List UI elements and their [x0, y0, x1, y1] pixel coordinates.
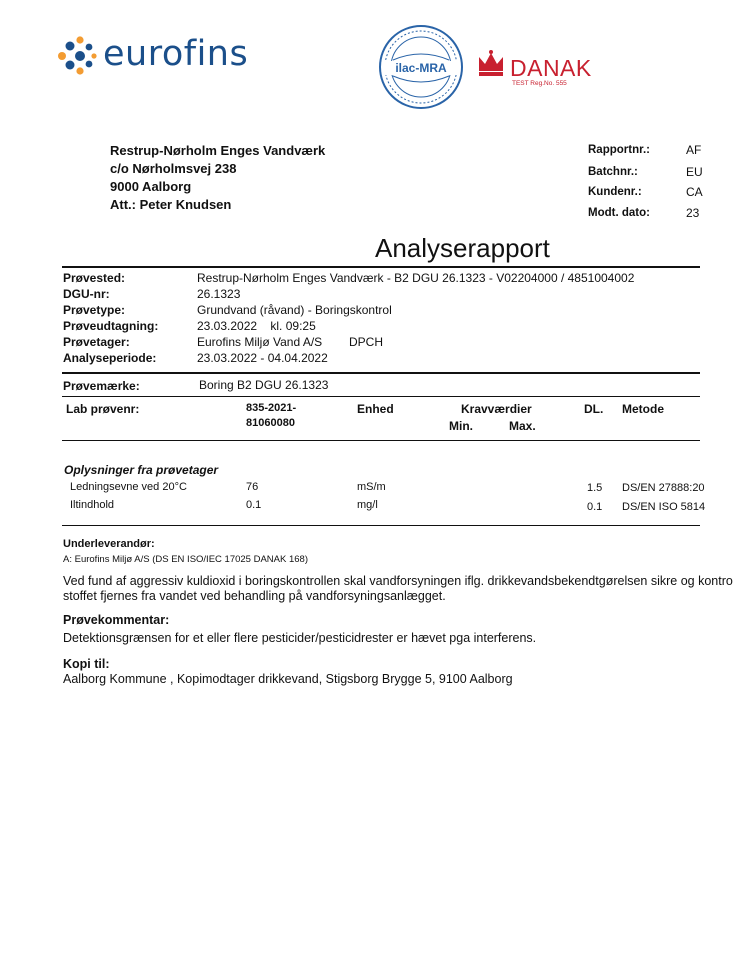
analyseperiode-label: Analyseperiode: [63, 351, 157, 365]
provetype-label: Prøvetype: [63, 303, 126, 317]
meta-label-kundenr: Kundenr.: [588, 186, 642, 198]
section-heading: Oplysninger fra prøvetager [64, 463, 219, 477]
proveudtagning-value: 23.03.2022 kl. 09:25 [197, 319, 316, 333]
underleverandor-value: A: Eurofins Miljø A/S (DS EN ISO/IEC 17025 DANAK 168) [63, 554, 308, 565]
page-title: Analyserapport [375, 233, 550, 263]
col-header-kravvaerdier: Kravværdier [461, 402, 532, 416]
divider [62, 266, 700, 268]
provetager-code: DPCH [349, 335, 384, 349]
col-header-dl: DL. [584, 402, 604, 416]
analyseperiode-value: 23.03.2022 - 04.04.2022 [197, 351, 328, 365]
meta-label-modt-dato: Modt. dato: [588, 207, 650, 219]
lab-provenr-line2: 81060080 [246, 417, 295, 429]
underleverandor-label: Underleverandør: [63, 538, 155, 550]
danak-reg-no: TEST Reg.No. 555 [512, 80, 567, 87]
provekommentar-label: Prøvekommentar: [63, 613, 170, 627]
divider [62, 525, 700, 526]
provested-label: Prøvested: [63, 271, 126, 285]
provekommentar-value: Detektionsgrænsen for et eller flere pesticider/pesticidrester er hævet pga interferens. [63, 631, 537, 645]
row-value: 0.1 [246, 499, 262, 511]
note-paragraph-line2: stoffet fjernes fra vandet ved behandling på vandforsyningsanlægget. [63, 589, 446, 603]
provemaerke-label: Prøvemærke: [63, 379, 140, 393]
col-header-metode: Metode [622, 402, 664, 416]
col-header-max: Max. [509, 419, 536, 433]
meta-value-rapportnr: AF [686, 143, 702, 157]
danak-crown-icon [476, 49, 506, 77]
kopi-til-value: Aalborg Kommune , Kopimodtager drikkevand, Stigsborg Brygge 5, 9100 Aalborg [63, 672, 513, 686]
row-parameter: Ledningsevne ved 20°C [70, 481, 187, 493]
col-header-enhed: Enhed [357, 402, 394, 416]
dgu-label: DGU-nr: [63, 287, 110, 301]
meta-label-rapportnr: Rapportnr.: [588, 144, 650, 156]
address-line-3: 9000 Aalborg [110, 179, 192, 194]
meta-value-batchnr: EU [686, 165, 703, 179]
ilac-text: ilac-MRA [395, 61, 447, 75]
divider [62, 372, 700, 374]
ilac-mra-seal-icon [378, 24, 464, 110]
danak-wordmark: DANAK [510, 55, 592, 81]
provetype-value: Grundvand (råvand) - Boringskontrol [197, 303, 392, 317]
row-method: DS/EN 27888:20 [622, 482, 705, 494]
eurofins-dots-icon [55, 36, 97, 76]
address-line-4: Att.: Peter Knudsen [110, 197, 232, 212]
provetager-label: Prøvetager: [63, 335, 130, 349]
proveudtagning-label: Prøveudtagning: [63, 319, 159, 333]
provested-value: Restrup-Nørholm Enges Vandværk - B2 DGU 26.1323 - V02204000 / 4851004002 [197, 271, 635, 285]
eurofins-wordmark: eurofins [103, 34, 249, 74]
lab-provenr-line1: 835-2021- [246, 402, 297, 414]
meta-value-modt-dato: 23 [686, 206, 700, 220]
row-parameter: Iltindhold [70, 499, 115, 511]
lab-provenr-label: Lab prøvenr: [66, 402, 140, 416]
row-dl: 1.5 [587, 482, 603, 494]
row-unit: mS/m [357, 481, 386, 493]
col-header-min: Min. [449, 419, 473, 433]
meta-label-batchnr: Batchnr.: [588, 166, 638, 178]
provetager-value: Eurofins Miljø Vand A/S [197, 335, 323, 349]
row-value: 76 [246, 481, 259, 493]
address-line-1: Restrup-Nørholm Enges Vandværk [110, 143, 326, 158]
row-unit: mg/l [357, 499, 378, 511]
divider [62, 440, 700, 441]
row-dl: 0.1 [587, 501, 603, 513]
dgu-value: 26.1323 [197, 287, 241, 301]
divider [62, 396, 700, 397]
kopi-til-label: Kopi til: [63, 657, 110, 671]
row-method: DS/EN ISO 5814 [622, 501, 706, 513]
provemaerke-value: Boring B2 DGU 26.1323 [199, 378, 329, 392]
address-line-2: c/o Nørholmsvej 238 [110, 161, 237, 176]
note-paragraph-line1: Ved fund af aggressiv kuldioxid i boringskontrollen skal vandforsyningen iflg. drikkevandsbekendtgørelsen sikre og kontro [63, 574, 733, 588]
meta-value-kundenr: CA [686, 185, 703, 199]
